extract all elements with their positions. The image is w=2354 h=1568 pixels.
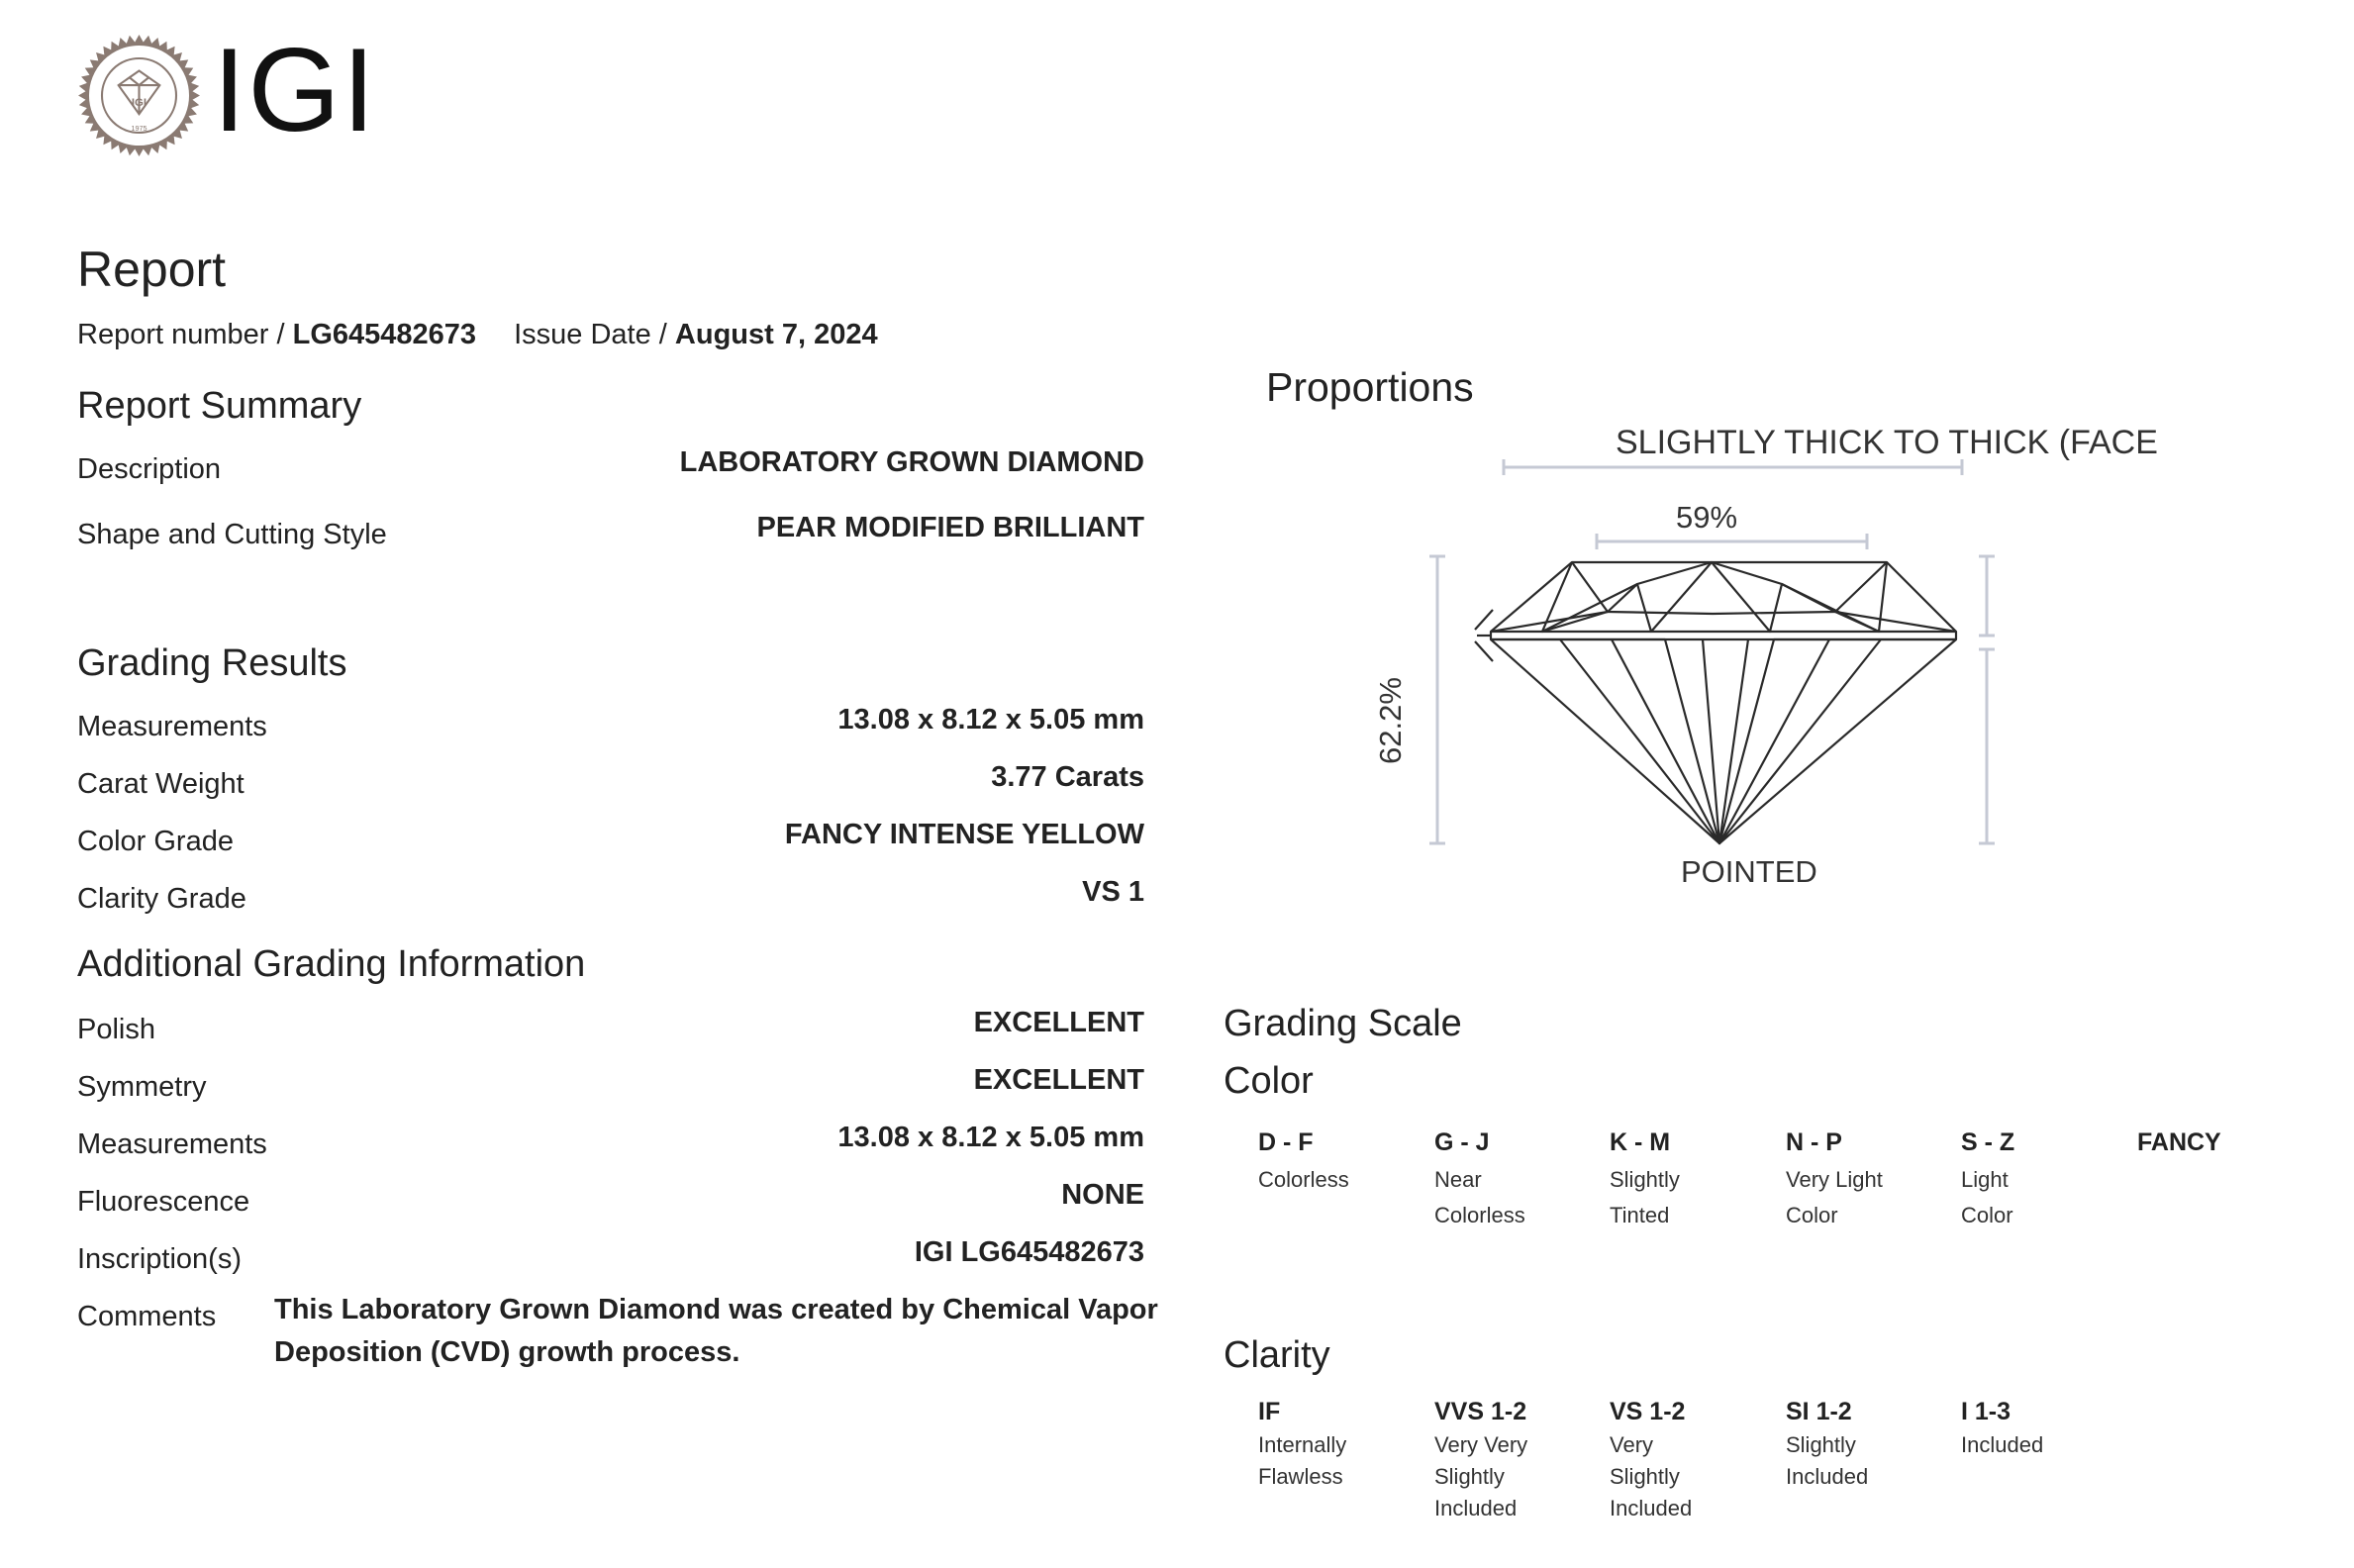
color-code: D - F — [1258, 1128, 1314, 1156]
clarity-desc: Flawless — [1258, 1464, 1343, 1489]
issue-date: August 7, 2024 — [674, 319, 878, 350]
clarity-grade-label: Clarity Grade — [77, 883, 246, 915]
color-desc: Tinted — [1610, 1203, 1670, 1227]
color-code: FANCY — [2137, 1128, 2221, 1156]
issue-date-label: Issue Date / — [514, 319, 667, 350]
color-code: K - M — [1610, 1128, 1671, 1156]
clarity-desc: Included — [1786, 1464, 1869, 1489]
depth-bracket — [1429, 556, 1445, 843]
color-grade-label: Color Grade — [77, 826, 234, 857]
color-desc: Very Light — [1786, 1167, 1883, 1192]
color-desc: Slightly — [1610, 1167, 1680, 1192]
color-desc: Light — [1961, 1167, 2009, 1192]
fluorescence-label: Fluorescence — [77, 1186, 250, 1218]
section-grading-results: Grading Results — [77, 642, 347, 684]
clarity-scale-title: Clarity — [1224, 1334, 1330, 1376]
polish-value: EXCELLENT — [973, 1007, 1144, 1038]
clarity-desc: Slightly — [1610, 1464, 1680, 1489]
color-scale-df — [1258, 1125, 1431, 1196]
clarity-code: VVS 1-2 — [1434, 1398, 1527, 1425]
igi-seal-logo — [77, 34, 201, 157]
clarity-desc: Slightly — [1434, 1464, 1505, 1489]
comments-label: Comments — [77, 1301, 217, 1332]
girdle-bracket — [1504, 459, 1962, 475]
report-meta — [77, 315, 878, 354]
clarity-desc: Included — [1434, 1496, 1518, 1520]
table-label: 59% — [1676, 500, 1738, 535]
brand-name: IGI — [213, 24, 378, 156]
seal-mark: IGI — [131, 96, 147, 109]
color-desc: Colorless — [1258, 1167, 1349, 1192]
clarity-scale-vs — [1610, 1394, 1783, 1524]
symmetry-label: Symmetry — [77, 1071, 207, 1103]
clarity-scale-if — [1258, 1394, 1431, 1493]
fluorescence-value: NONE — [1061, 1179, 1144, 1211]
clarity-desc: Included — [1961, 1432, 2044, 1457]
diamond-profile — [1491, 562, 1956, 843]
section-grading-scale: Grading Scale — [1224, 1003, 1462, 1044]
color-code: N - P — [1786, 1128, 1842, 1156]
proportions-diagram — [1366, 416, 2158, 901]
measurements-2-value: 13.08 x 8.12 x 5.05 mm — [837, 1122, 1144, 1153]
carat-weight-value: 3.77 Carats — [991, 761, 1144, 793]
symmetry-value: EXCELLENT — [973, 1064, 1144, 1096]
color-scale-fancy — [2137, 1125, 2310, 1160]
culet-label: POINTED — [1681, 854, 1817, 889]
color-scale-gj — [1434, 1125, 1608, 1231]
report-number-label: Report number / — [77, 319, 285, 350]
clarity-code: VS 1-2 — [1610, 1398, 1686, 1425]
clarity-desc: Very — [1610, 1432, 1654, 1457]
shape-label: Shape and Cutting Style — [77, 519, 387, 550]
clarity-code: SI 1-2 — [1786, 1398, 1852, 1425]
section-additional-grading: Additional Grading Information — [77, 943, 586, 985]
clarity-scale-vvs — [1434, 1394, 1608, 1524]
color-scale-title: Color — [1224, 1060, 1314, 1102]
measurements-label: Measurements — [77, 711, 267, 742]
section-report-summary: Report Summary — [77, 385, 362, 427]
clarity-code: IF — [1258, 1398, 1281, 1425]
clarity-desc: Very Very — [1434, 1432, 1528, 1457]
clarity-desc: Slightly — [1786, 1432, 1856, 1457]
comments-text: This Laboratory Grown Diamond was created by Chemical Vapor Deposition (CVD) growth process. — [274, 1294, 1158, 1368]
shape-value: PEAR MODIFIED BRILLIANT — [756, 512, 1144, 543]
color-code: G - J — [1434, 1128, 1490, 1156]
clarity-scale-si — [1786, 1394, 1959, 1493]
report-number: LG645482673 — [292, 319, 477, 350]
clarity-code: I 1-3 — [1961, 1398, 2011, 1425]
description-label: Description — [77, 453, 222, 485]
description-value: LABORATORY GROWN DIAMOND — [679, 446, 1144, 478]
clarity-scale-i — [1961, 1394, 2134, 1461]
clarity-grade-value: VS 1 — [1082, 876, 1144, 908]
color-scale-km — [1610, 1125, 1783, 1231]
section-proportions: Proportions — [1266, 364, 1474, 410]
inscription-label: Inscription(s) — [77, 1243, 242, 1275]
color-desc: Color — [1961, 1203, 2013, 1227]
inscription-value: IGI LG645482673 — [914, 1236, 1144, 1268]
color-code: S - Z — [1961, 1128, 2015, 1156]
crown-pavilion-brackets — [1979, 556, 1995, 843]
color-scale-np — [1786, 1125, 1959, 1231]
clarity-desc: Included — [1610, 1496, 1693, 1520]
color-scale-sz — [1961, 1125, 2134, 1231]
color-desc: Near — [1434, 1167, 1482, 1192]
measurements-2-label: Measurements — [77, 1128, 267, 1160]
measurements-value: 13.08 x 8.12 x 5.05 mm — [837, 704, 1144, 735]
girdle-indicator-arrows — [1475, 610, 1493, 661]
color-desc: Colorless — [1434, 1203, 1525, 1227]
girdle-label: SLIGHTLY THICK TO THICK (FACE — [1616, 424, 2158, 461]
carat-weight-label: Carat Weight — [77, 768, 245, 800]
color-grade-value: FANCY INTENSE YELLOW — [784, 819, 1144, 850]
polish-label: Polish — [77, 1014, 155, 1045]
color-desc: Color — [1786, 1203, 1838, 1227]
report-title: Report — [77, 242, 227, 297]
table-bracket — [1597, 534, 1867, 549]
seal-year: 1975 — [131, 123, 147, 133]
clarity-desc: Internally — [1258, 1432, 1347, 1457]
depth-label: 62.2% — [1373, 677, 1408, 764]
